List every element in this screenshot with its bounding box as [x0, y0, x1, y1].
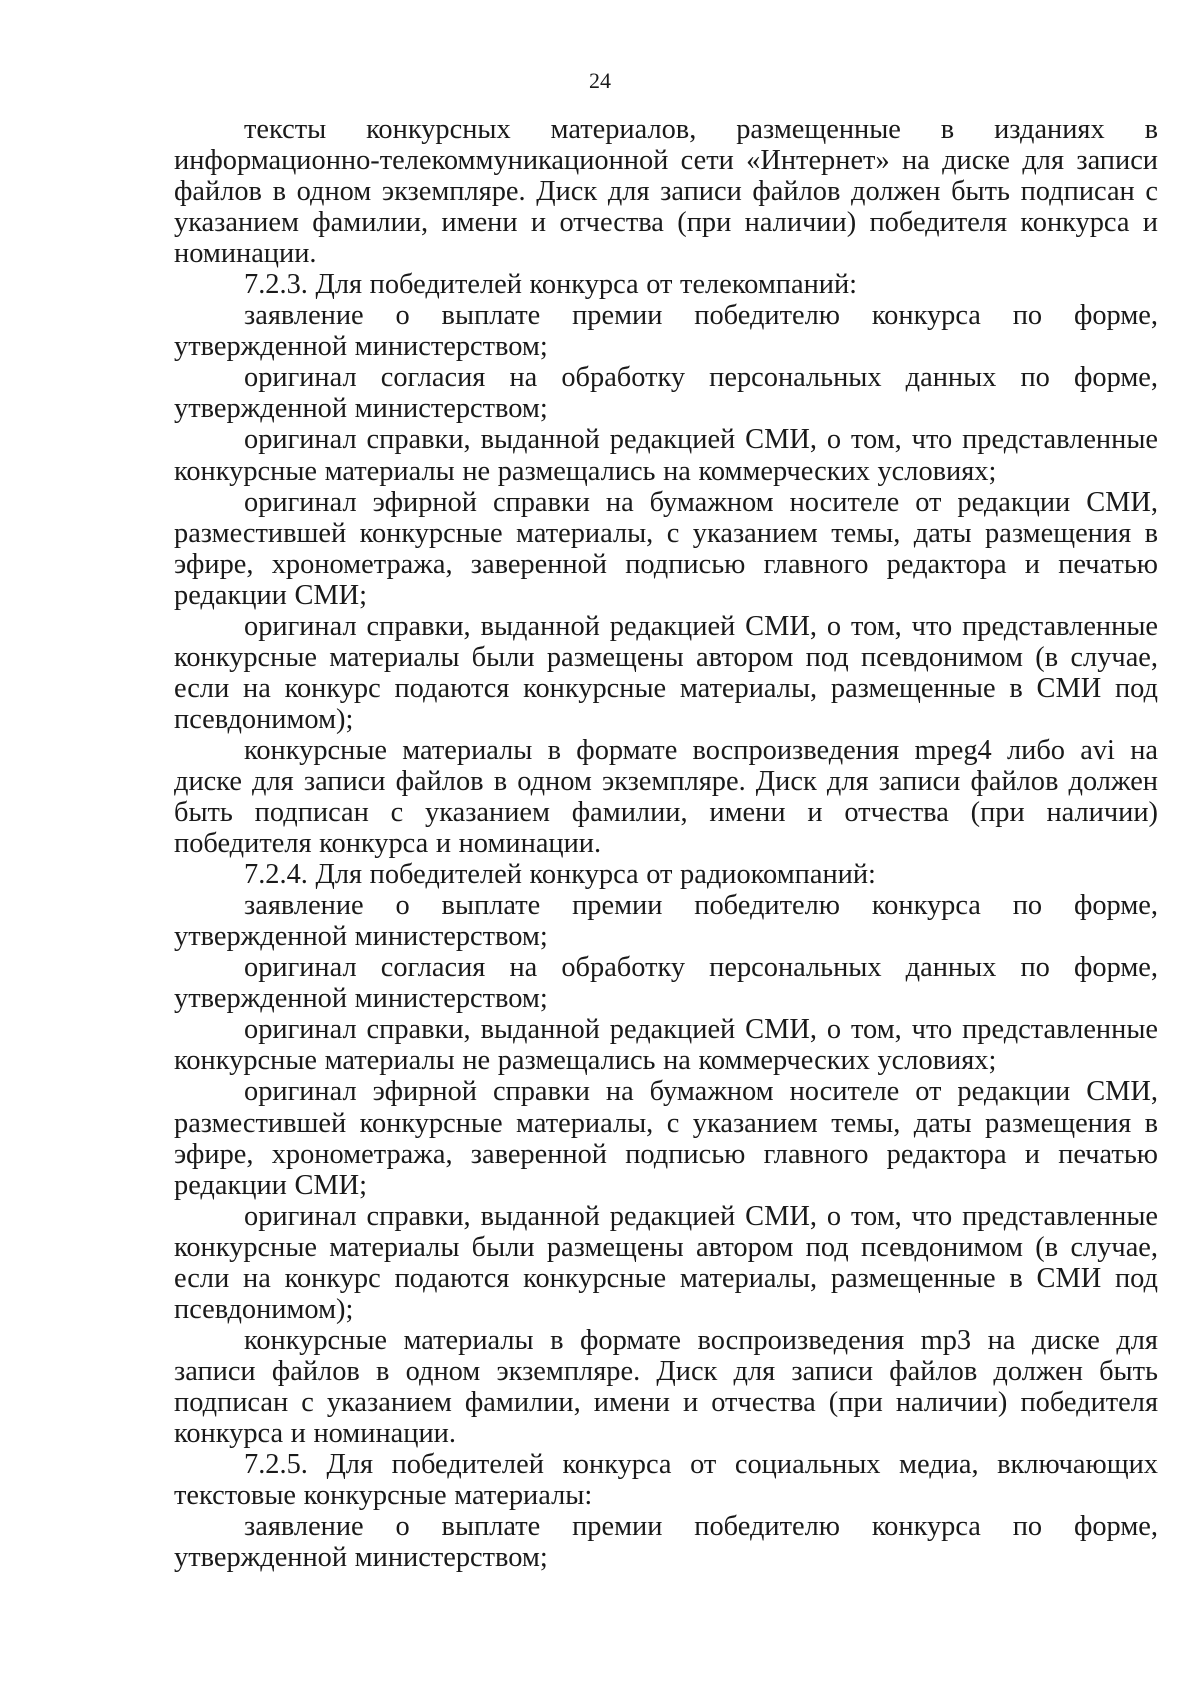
paragraph-tv-noncommercial-certificate: оригинал справки, выданной редакцией СМИ, о том, что представленные конкурсные материалы не размещались на коммерческих условиях;	[174, 424, 1158, 487]
paragraph-radio-application: заявление о выплате премии победителю конкурса по форме, утвержденной министерством;	[174, 890, 1158, 953]
paragraph-texts-on-disk: тексты конкурсных материалов, размещенные в изданиях в информационно-телекоммуникационной сети «Интернет» на диске для записи файлов в одном экземпляре. Диск для записи файлов должен быть подписан с указанием фамилии, имени и отчества (при наличии) победителя конкурса и номинации.	[174, 114, 1158, 270]
paragraph-radio-consent: оригинал согласия на обработку персональных данных по форме, утвержденной министерством;	[174, 952, 1158, 1015]
paragraph-tv-broadcast-certificate: оригинал эфирной справки на бумажном носителе от редакции СМИ, разместившей конкурсные материалы, с указанием темы, даты размещения в эфире, хронометража, заверенной подписью главного редактора и печатью редакции СМИ;	[174, 486, 1158, 611]
paragraph-social-application: заявление о выплате премии победителю конкурса по форме, утвержденной министерством;	[174, 1511, 1158, 1574]
section-heading-7-2-3: 7.2.3. Для победителей конкурса от телекомпаний:	[244, 269, 858, 301]
paragraph-radio-broadcast-certificate: оригинал эфирной справки на бумажном носителе от редакции СМИ, разместившей конкурсные материалы, с указанием темы, даты размещения в эфире, хронометража, заверенной подписью главного редактора и печатью редакции СМИ;	[174, 1076, 1158, 1201]
paragraph-radio-noncommercial-certificate: оригинал справки, выданной редакцией СМИ, о том, что представленные конкурсные материалы не размещались на коммерческих условиях;	[174, 1014, 1158, 1077]
section-heading-7-2-5: 7.2.5. Для победителей конкурса от социальных медиа, включающих текстовые конкурсные материалы:	[174, 1449, 1158, 1512]
paragraph-tv-consent: оригинал согласия на обработку персональных данных по форме, утвержденной министерством;	[174, 362, 1158, 425]
paragraph-radio-pseudonym-certificate: оригинал справки, выданной редакцией СМИ, о том, что представленные конкурсные материалы были размещены автором под псевдонимом (в случае, если на конкурс подаются конкурсные материалы, размещенные в СМИ под псевдонимом);	[174, 1200, 1158, 1325]
paragraph-tv-materials-disk: конкурсные материалы в формате воспроизведения mpeg4 либо avi на диске для записи файлов в одном экземпляре. Диск для записи файлов должен быть подписан с указанием фамилии, имени и отчества (при наличии) победителя конкурса и номинации.	[174, 734, 1158, 860]
document-body	[174, 114, 1158, 1573]
paragraph-radio-materials-disk: конкурсные материалы в формате воспроизведения mp3 на диске для записи файлов в одном экземпляре. Диск для записи файлов должен быть подписан с указанием фамилии, имени и отчества (при наличии) победителя конкурса и номинации.	[174, 1324, 1158, 1449]
paragraph-tv-application: заявление о выплате премии победителю конкурса по форме, утвержденной министерством;	[174, 300, 1158, 363]
page-number: 24	[589, 68, 611, 93]
section-heading-7-2-4: 7.2.4. Для победителей конкурса от радиокомпаний:	[244, 859, 876, 891]
paragraph-tv-pseudonym-certificate: оригинал справки, выданной редакцией СМИ, о том, что представленные конкурсные материалы были размещены автором под псевдонимом (в случае, если на конкурс подаются конкурсные материалы, размещенные в СМИ под псевдонимом);	[174, 610, 1158, 735]
